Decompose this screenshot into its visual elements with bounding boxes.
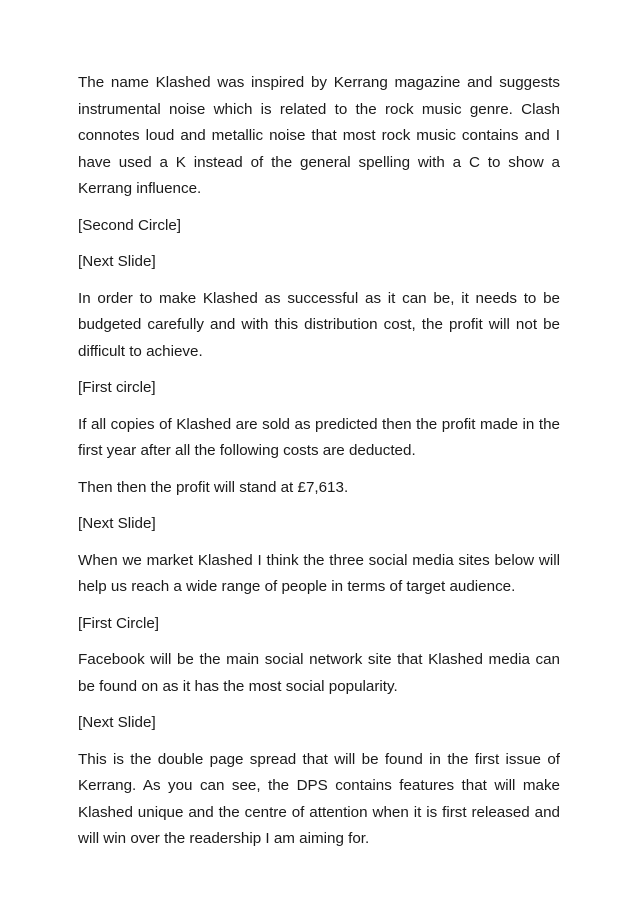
paragraph-profit: Then then the profit will stand at £7,613. — [78, 478, 349, 496]
cue-next-slide: [Next Slide] — [78, 515, 156, 532]
paragraph-klashed-name: The name Klashed was inspired by Kerrang magazine and suggests instrumental noise which is related to the rock music genre. Clash connotes loud and metallic noise that most rock music contains and I have used a K instead of the general spelling with a C to show a Kerrang influence. — [78, 74, 560, 197]
paragraph-copies-sold: If all copies of Klashed are sold as predicted then the profit made in the first year after all the following costs are deducted. — [78, 415, 560, 459]
cue-second-circle: [Second Circle] — [78, 216, 181, 234]
paragraph-social-media: When we market Klashed I think the three social media sites below will help us reach a wide range of people in terms of target audience. — [78, 551, 560, 595]
cue-first-circle: [First circle] — [78, 379, 156, 396]
paragraph-budget: In order to make Klashed as successful as it can be, it needs to be budgeted carefully and with this distribution cost, the profit will not be difficult to achieve. — [78, 289, 560, 360]
cue-first-circle: [First Circle] — [78, 614, 159, 632]
paragraph-facebook: Facebook will be the main social network site that Klashed media can be found on as it has the most social popularity. — [78, 651, 560, 695]
document-page — [78, 70, 560, 863]
cue-next-slide: [Next Slide] — [78, 253, 156, 270]
cue-next-slide: [Next Slide] — [78, 714, 156, 731]
paragraph-double-page-spread: This is the double page spread that will be found in the first issue of Kerrang. As you can see, the DPS contains features that will make Klashed unique and the centre of attention when it is first released and will win over the readership I am aiming for. — [78, 750, 560, 847]
